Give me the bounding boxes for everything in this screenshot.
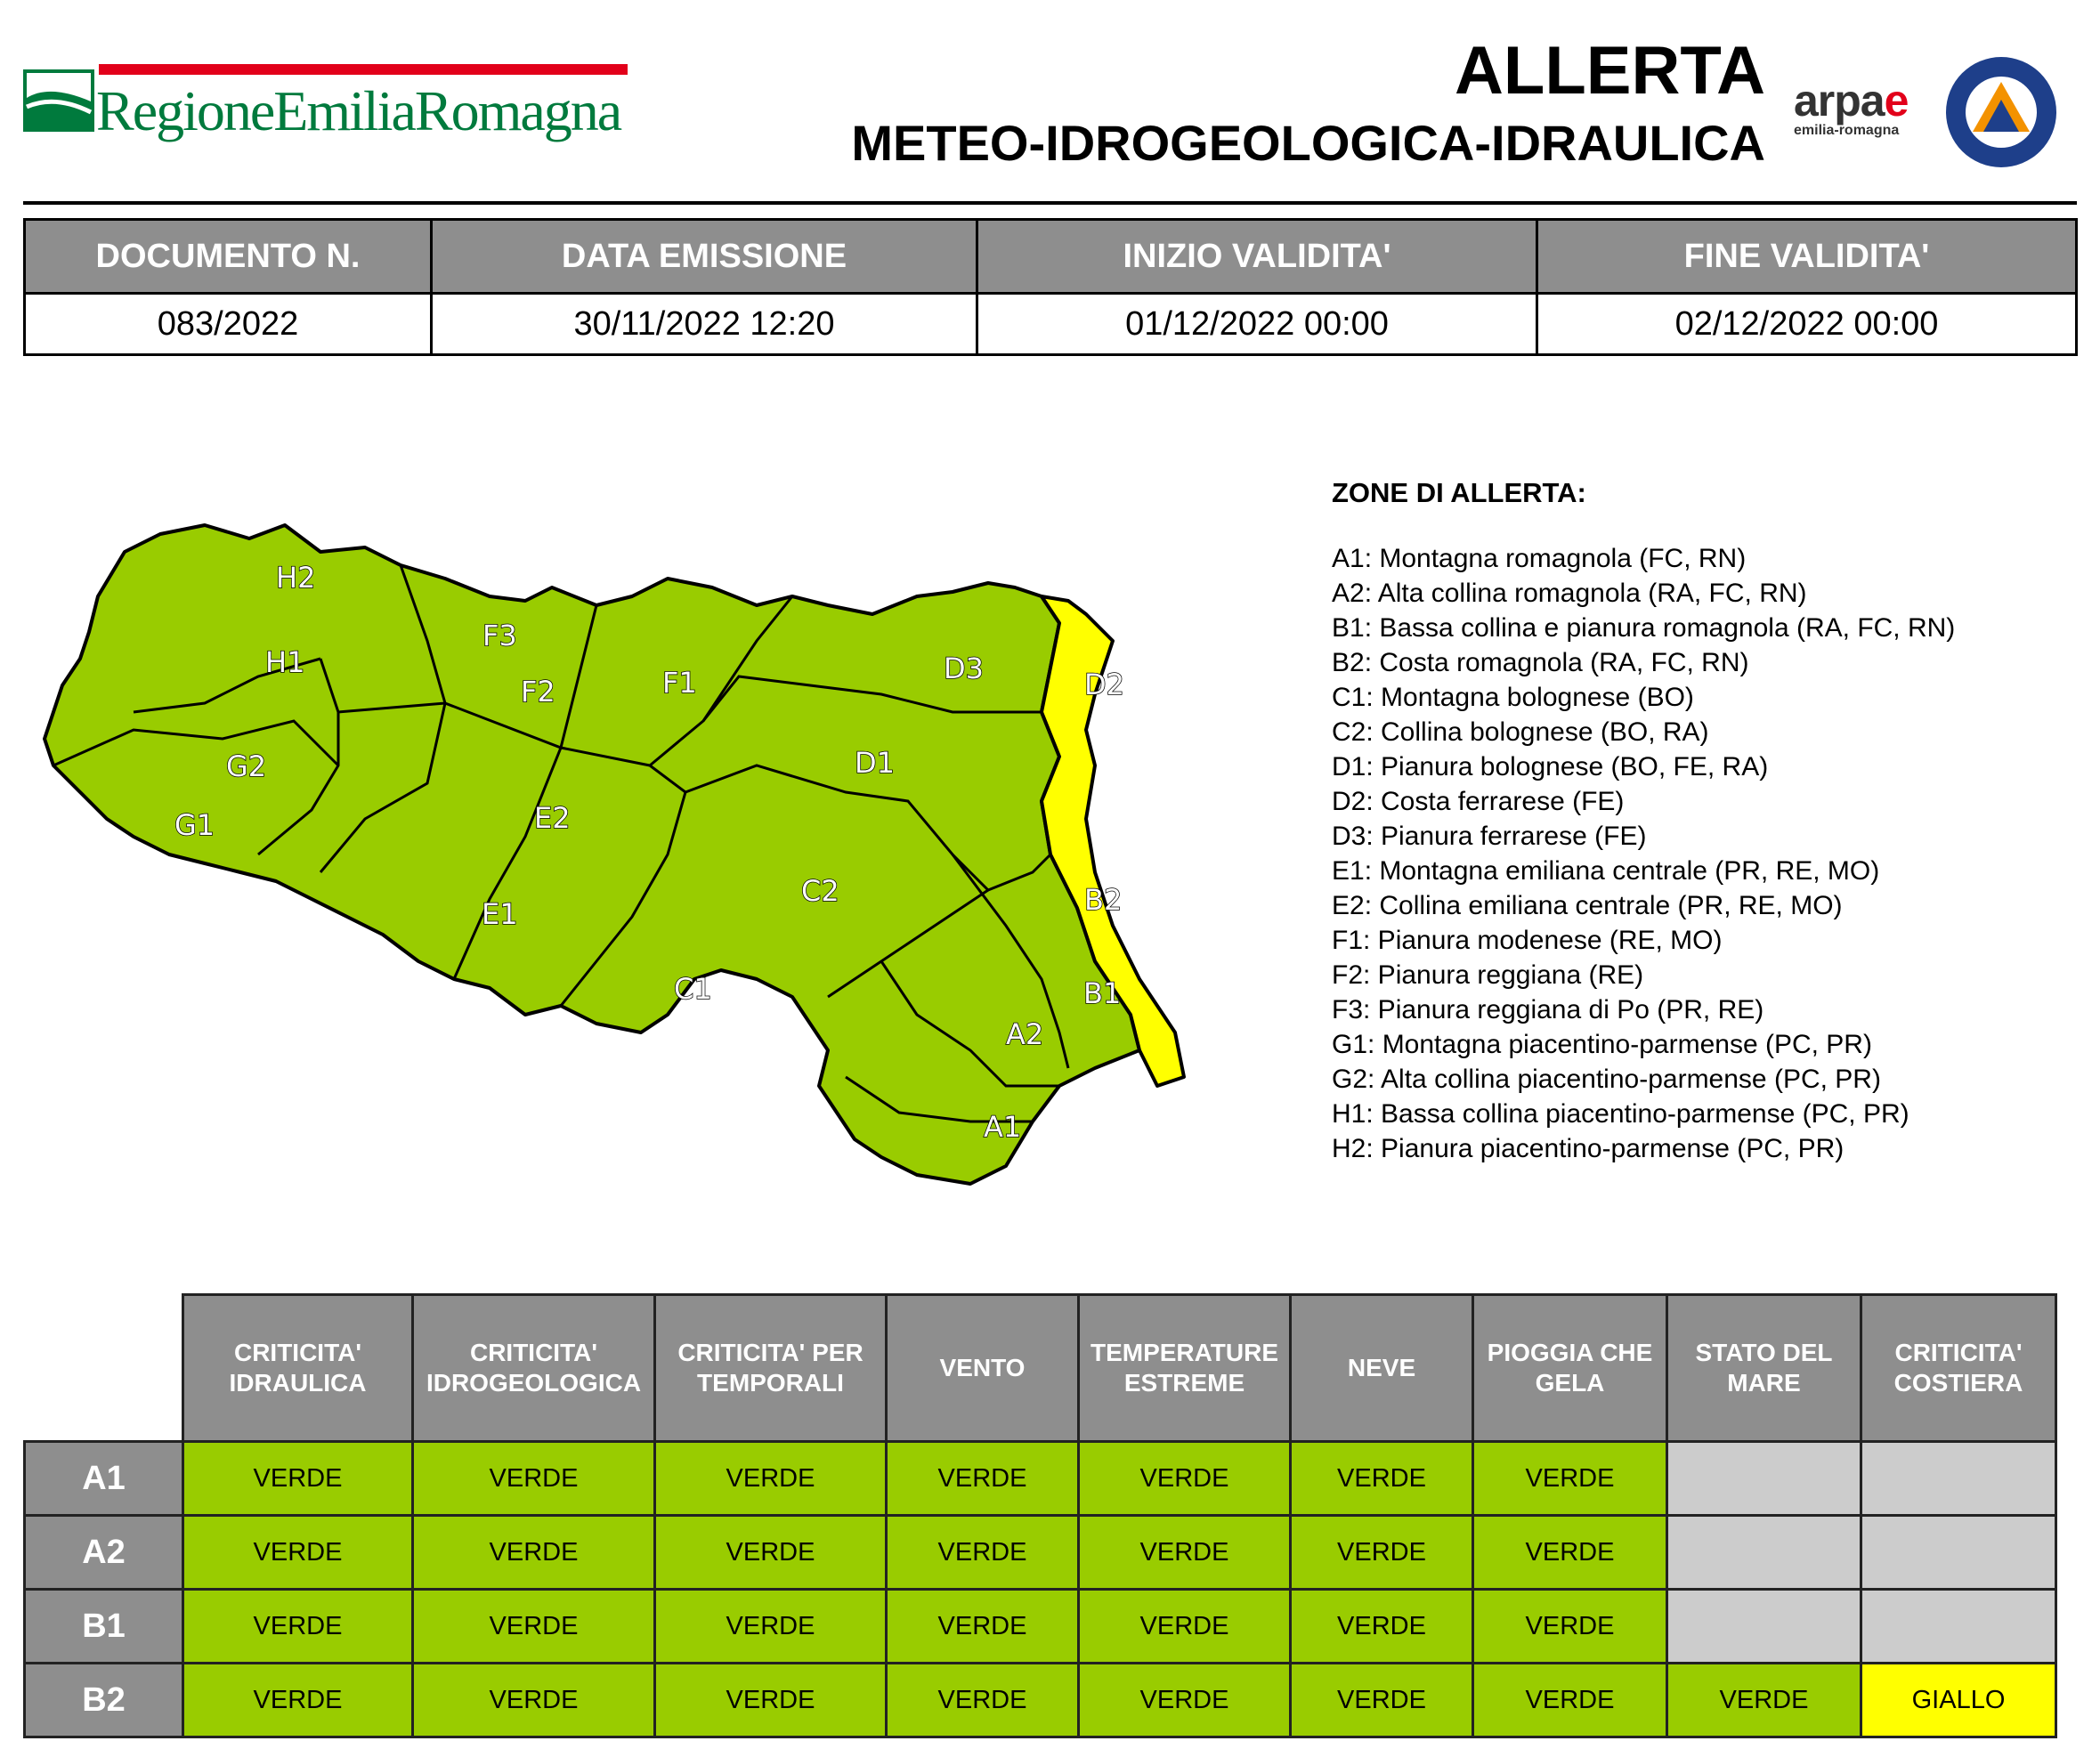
- alert-level-cell: GIALLO: [1861, 1664, 2056, 1737]
- legend-item: F1: Pianura modenese (RE, MO): [1332, 926, 1723, 955]
- alert-level-cell: VERDE: [887, 1590, 1079, 1664]
- table-row: [25, 1516, 2056, 1590]
- doc-header-emissione: DATA EMISSIONE: [432, 220, 977, 294]
- doc-header-numero: DOCUMENTO N.: [25, 220, 432, 294]
- arpae-brand: arpae: [1794, 76, 1909, 126]
- zone-label-e1: E1: [482, 897, 518, 931]
- col-header: VENTO: [887, 1295, 1079, 1442]
- col-header: PIOGGIA CHE GELA: [1473, 1295, 1667, 1442]
- document-info-table: [23, 218, 2078, 356]
- zone-cell: A1: [25, 1442, 183, 1516]
- legend-item: A2: Alta collina romagnola (RA, FC, RN): [1332, 579, 1807, 608]
- alert-level-cell: [1861, 1516, 2056, 1590]
- legend-item: C2: Collina bolognese (BO, RA): [1332, 717, 1709, 747]
- zone-label-f1: F1: [662, 666, 697, 700]
- doc-value-numero: 083/2022: [25, 294, 432, 355]
- col-header: CRITICITA' PER TEMPORALI: [655, 1295, 887, 1442]
- legend-item: C1: Montagna bolognese (BO): [1332, 683, 1694, 712]
- alert-level-cell: VERDE: [183, 1664, 413, 1737]
- page-title: ALLERTA: [1455, 33, 1765, 109]
- zone-label-c2: C2: [801, 874, 839, 908]
- zone-cell: B2: [25, 1664, 183, 1737]
- alert-level-cell: VERDE: [413, 1664, 655, 1737]
- legend-item: F3: Pianura reggiana di Po (PR, RE): [1332, 995, 1764, 1024]
- alert-level-cell: VERDE: [1291, 1442, 1473, 1516]
- alert-level-cell: VERDE: [655, 1664, 887, 1737]
- alert-level-cell: [1861, 1442, 2056, 1516]
- logo-red-bar: [99, 64, 628, 75]
- table-row: [25, 1590, 2056, 1664]
- alert-level-cell: VERDE: [1473, 1516, 1667, 1590]
- zone-label-a2: A2: [1006, 1017, 1044, 1051]
- zone-label-f3: F3: [482, 619, 517, 652]
- doc-value-inizio: 01/12/2022 00:00: [977, 294, 1537, 355]
- alert-level-cell: VERDE: [1079, 1590, 1291, 1664]
- page-subtitle: METEO-IDROGEOLOGICA-IDRAULICA: [851, 115, 1765, 171]
- alert-level-cell: VERDE: [413, 1516, 655, 1590]
- legend-item: H2: Pianura piacentino-parmense (PC, PR): [1332, 1134, 1845, 1163]
- legend-item: B1: Bassa collina e pianura romagnola (RA, FC, RN): [1332, 613, 1956, 643]
- zone-label-d2: D2: [1084, 668, 1124, 701]
- zone-label-h1: H1: [265, 645, 305, 679]
- zone-label-e2: E2: [534, 801, 571, 835]
- col-header: CRITICITA' COSTIERA: [1861, 1295, 2056, 1442]
- arpae-sub: emilia-romagna: [1794, 123, 1900, 138]
- table-row: [25, 1442, 2056, 1516]
- alert-level-cell: VERDE: [1079, 1442, 1291, 1516]
- alert-level-cell: VERDE: [1291, 1664, 1473, 1737]
- zone-label-f2: F2: [521, 675, 555, 709]
- alert-level-cell: VERDE: [413, 1442, 655, 1516]
- zone-legend: [1332, 477, 2080, 1166]
- alert-zones-map: [27, 498, 1309, 1211]
- alert-level-cell: VERDE: [1473, 1442, 1667, 1516]
- alert-level-cell: VERDE: [1473, 1664, 1667, 1737]
- alert-level-cell: VERDE: [1291, 1590, 1473, 1664]
- alert-level-cell: VERDE: [1079, 1516, 1291, 1590]
- zone-label-a1: A1: [984, 1110, 1022, 1144]
- legend-item: B2: Costa romagnola (RA, FC, RN): [1332, 648, 1749, 677]
- zone-label-h2: H2: [276, 561, 316, 595]
- alert-level-cell: VERDE: [413, 1590, 655, 1664]
- zone-label-b2: B2: [1084, 883, 1123, 917]
- alert-level-cell: VERDE: [655, 1590, 887, 1664]
- legend-title: ZONE DI ALLERTA:: [1332, 477, 1586, 508]
- table-row: [25, 1664, 2056, 1737]
- zone-cell: A2: [25, 1516, 183, 1590]
- doc-header-inizio: INIZIO VALIDITA': [977, 220, 1537, 294]
- alert-level-cell: VERDE: [1291, 1516, 1473, 1590]
- zone-label-d1: D1: [855, 746, 895, 780]
- zone-label-g1: G1: [174, 808, 215, 842]
- legend-item: G2: Alta collina piacentino-parmense (PC, PR): [1332, 1065, 1881, 1094]
- alert-level-cell: VERDE: [887, 1442, 1079, 1516]
- legend-item: E2: Collina emiliana centrale (PR, RE, MO): [1332, 891, 1843, 920]
- zone-label-c1: C1: [674, 972, 712, 1006]
- col-header: NEVE: [1291, 1295, 1473, 1442]
- col-header: CRITICITA' IDROGEOLOGICA: [413, 1295, 655, 1442]
- alert-levels-table: [23, 1293, 2057, 1738]
- alert-level-cell: VERDE: [183, 1590, 413, 1664]
- header-divider: [23, 201, 2077, 205]
- zone-label-g2: G2: [226, 749, 267, 783]
- regione-wordmark: RegioneEmiliaRomagna: [96, 79, 621, 142]
- alert-level-cell: VERDE: [655, 1442, 887, 1516]
- alert-level-cell: VERDE: [1079, 1664, 1291, 1737]
- zone-label-d3: D3: [944, 652, 984, 685]
- col-header: TEMPERATURE ESTREME: [1079, 1295, 1291, 1442]
- doc-header-fine: FINE VALIDITA': [1537, 220, 2077, 294]
- alert-level-cell: [1667, 1590, 1861, 1664]
- doc-value-fine: 02/12/2022 00:00: [1537, 294, 2077, 355]
- doc-value-emissione: 30/11/2022 12:20: [432, 294, 977, 355]
- alert-level-cell: [1667, 1442, 1861, 1516]
- alert-level-cell: VERDE: [183, 1516, 413, 1590]
- regione-emilia-romagna-logo: [23, 62, 621, 151]
- legend-item: D3: Pianura ferrarese (FE): [1332, 822, 1647, 851]
- alert-level-cell: VERDE: [1473, 1590, 1667, 1664]
- alert-level-cell: VERDE: [887, 1516, 1079, 1590]
- col-header: STATO DEL MARE: [1667, 1295, 1861, 1442]
- legend-item: A1: Montagna romagnola (FC, RN): [1332, 544, 1747, 573]
- legend-item: H1: Bassa collina piacentino-parmense (PC, PR): [1332, 1099, 1909, 1129]
- legend-item: F2: Pianura reggiana (RE): [1332, 960, 1644, 990]
- alert-level-cell: [1861, 1590, 2056, 1664]
- arpae-logo: [1794, 75, 1927, 155]
- alert-level-cell: VERDE: [887, 1664, 1079, 1737]
- legend-item: D1: Pianura bolognese (BO, FE, RA): [1332, 752, 1769, 781]
- legend-item: G1: Montagna piacentino-parmense (PC, PR): [1332, 1030, 1872, 1059]
- alert-level-cell: VERDE: [1667, 1664, 1861, 1737]
- col-header: CRITICITA' IDRAULICA: [183, 1295, 413, 1442]
- legend-item: E1: Montagna emiliana centrale (PR, RE, MO): [1332, 856, 1880, 886]
- regione-flag-icon: [23, 62, 94, 132]
- zone-cell: B1: [25, 1590, 183, 1664]
- table-corner: [25, 1295, 183, 1442]
- alert-level-cell: VERDE: [183, 1442, 413, 1516]
- alert-level-cell: [1667, 1516, 1861, 1590]
- protezione-civile-logo-icon: [1944, 55, 2058, 169]
- zone-label-b1: B1: [1083, 976, 1122, 1010]
- alert-level-cell: VERDE: [655, 1516, 887, 1590]
- legend-item: D2: Costa ferrarese (FE): [1332, 787, 1625, 816]
